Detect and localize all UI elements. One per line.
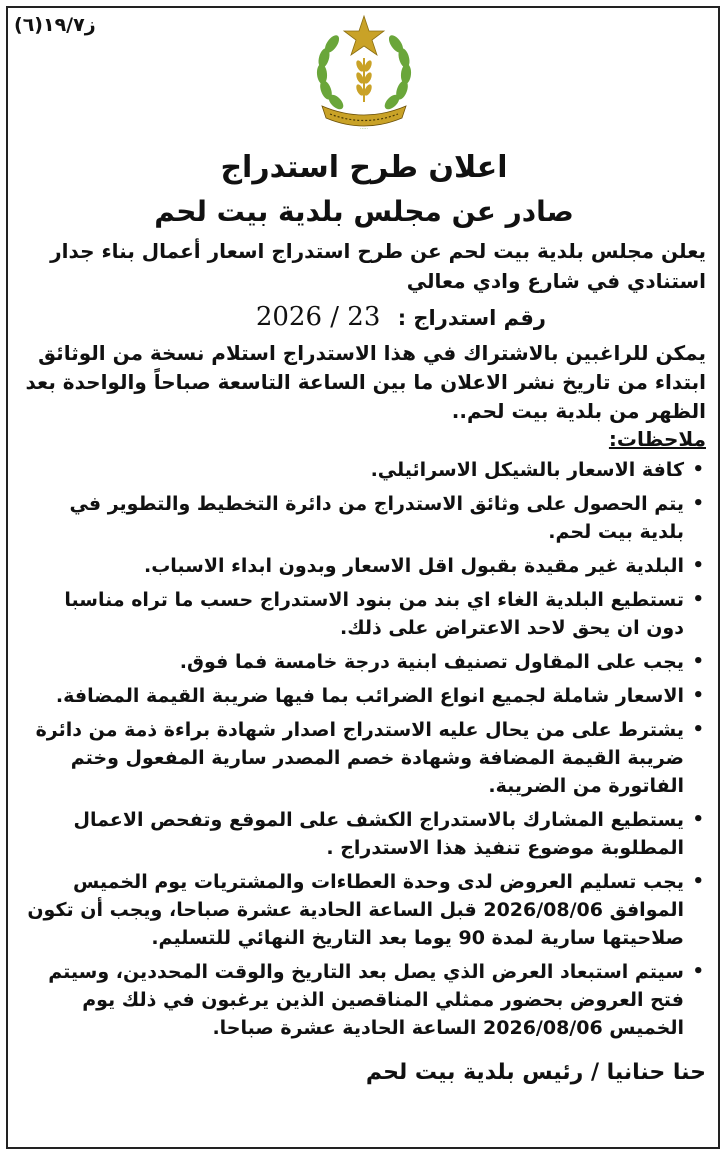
svg-text:·····: ····· xyxy=(360,126,368,132)
documents-paragraph: يمكن للراغبين بالاشتراك في هذا الاستدراج استلام نسخة من الوثائق ابتداء من تاريخ نشر الاعلان ما بين الساعة التاسعة صباحاً والواحدة بعد الظهر من بلدية بيت لحم.. xyxy=(25,341,706,423)
announcement-title: اعلان طرح استدراج xyxy=(220,150,508,185)
reference-number: ز١٩/٧(٦) xyxy=(14,14,96,36)
tender-number: 23 / 2026 xyxy=(255,302,381,332)
announcement-subtitle: صادر عن مجلس بلدية بيت لحم xyxy=(154,195,574,228)
list-item: • البلدية غير مقيدة بقبول اقل الاسعار وبدون ابداء الاسباب. xyxy=(22,552,684,580)
tender-number-line xyxy=(22,300,706,335)
signature: حنا حنانيا / رئيس بلدية بيت لحم xyxy=(365,1060,706,1085)
municipality-logo xyxy=(312,14,416,132)
list-item: • يشترط على من يحال عليه الاستدراج اصدار شهادة براءة ذمة من دائرة ضريبة القيمة المضافة وشهادة خصم المصدر سارية المفعول وختم الفاتورة من الضريبة. xyxy=(22,716,684,800)
list-item: • يجب على المقاول تصنيف ابنية درجة خامسة فما فوق. xyxy=(22,648,684,676)
tender-label: رقم استدراج : xyxy=(397,306,546,330)
list-item: • يستطيع المشارك بالاستدراج الكشف على الموقع وتفحص الاعمال المطلوبة موضوع تنفيذ هذا الاستدراج . xyxy=(22,806,684,862)
list-item: • تستطيع البلدية الغاء اي بند من بنود الاستدراج حسب ما تراه مناسبا دون ان يحق لاحد الاعتراض على ذلك. xyxy=(22,586,684,642)
intro-paragraph: يعلن مجلس بلدية بيت لحم عن طرح استدراج اسعار أعمال بناء جدار استنادي في شارع وادي معالي xyxy=(50,239,706,293)
list-item: • كافة الاسعار بالشيكل الاسرائيلي. xyxy=(22,456,684,484)
announcement-body xyxy=(22,150,706,1085)
notes-list xyxy=(22,456,706,1042)
list-item: • يتم الحصول على وثائق الاستدراج من دائرة التخطيط والتطوير في بلدية بيت لحم. xyxy=(22,490,684,546)
notes-heading: ملاحظات: xyxy=(608,427,706,451)
list-item: • الاسعار شاملة لجميع انواع الضرائب بما فيها ضريبة القيمة المضافة. xyxy=(22,682,684,710)
list-item: • سيتم استبعاد العرض الذي يصل بعد التاريخ والوقت المحددين، وسيتم فتح العروض بحضور ممثلي المناقصين الذين يرغبون في ذلك يوم الخميس 2026/08/06 الساعة الحادية عشرة صباحا. xyxy=(22,958,684,1042)
list-item: • يجب تسليم العروض لدى وحدة العطاءات والمشتريات يوم الخميس الموافق 2026/08/06 قبل الساعة الحادية عشرة صباحا، ويجب أن تكون صلاحيتها سارية لمدة 90 يوما بعد التاريخ النهائي للتسليم. xyxy=(22,868,684,952)
